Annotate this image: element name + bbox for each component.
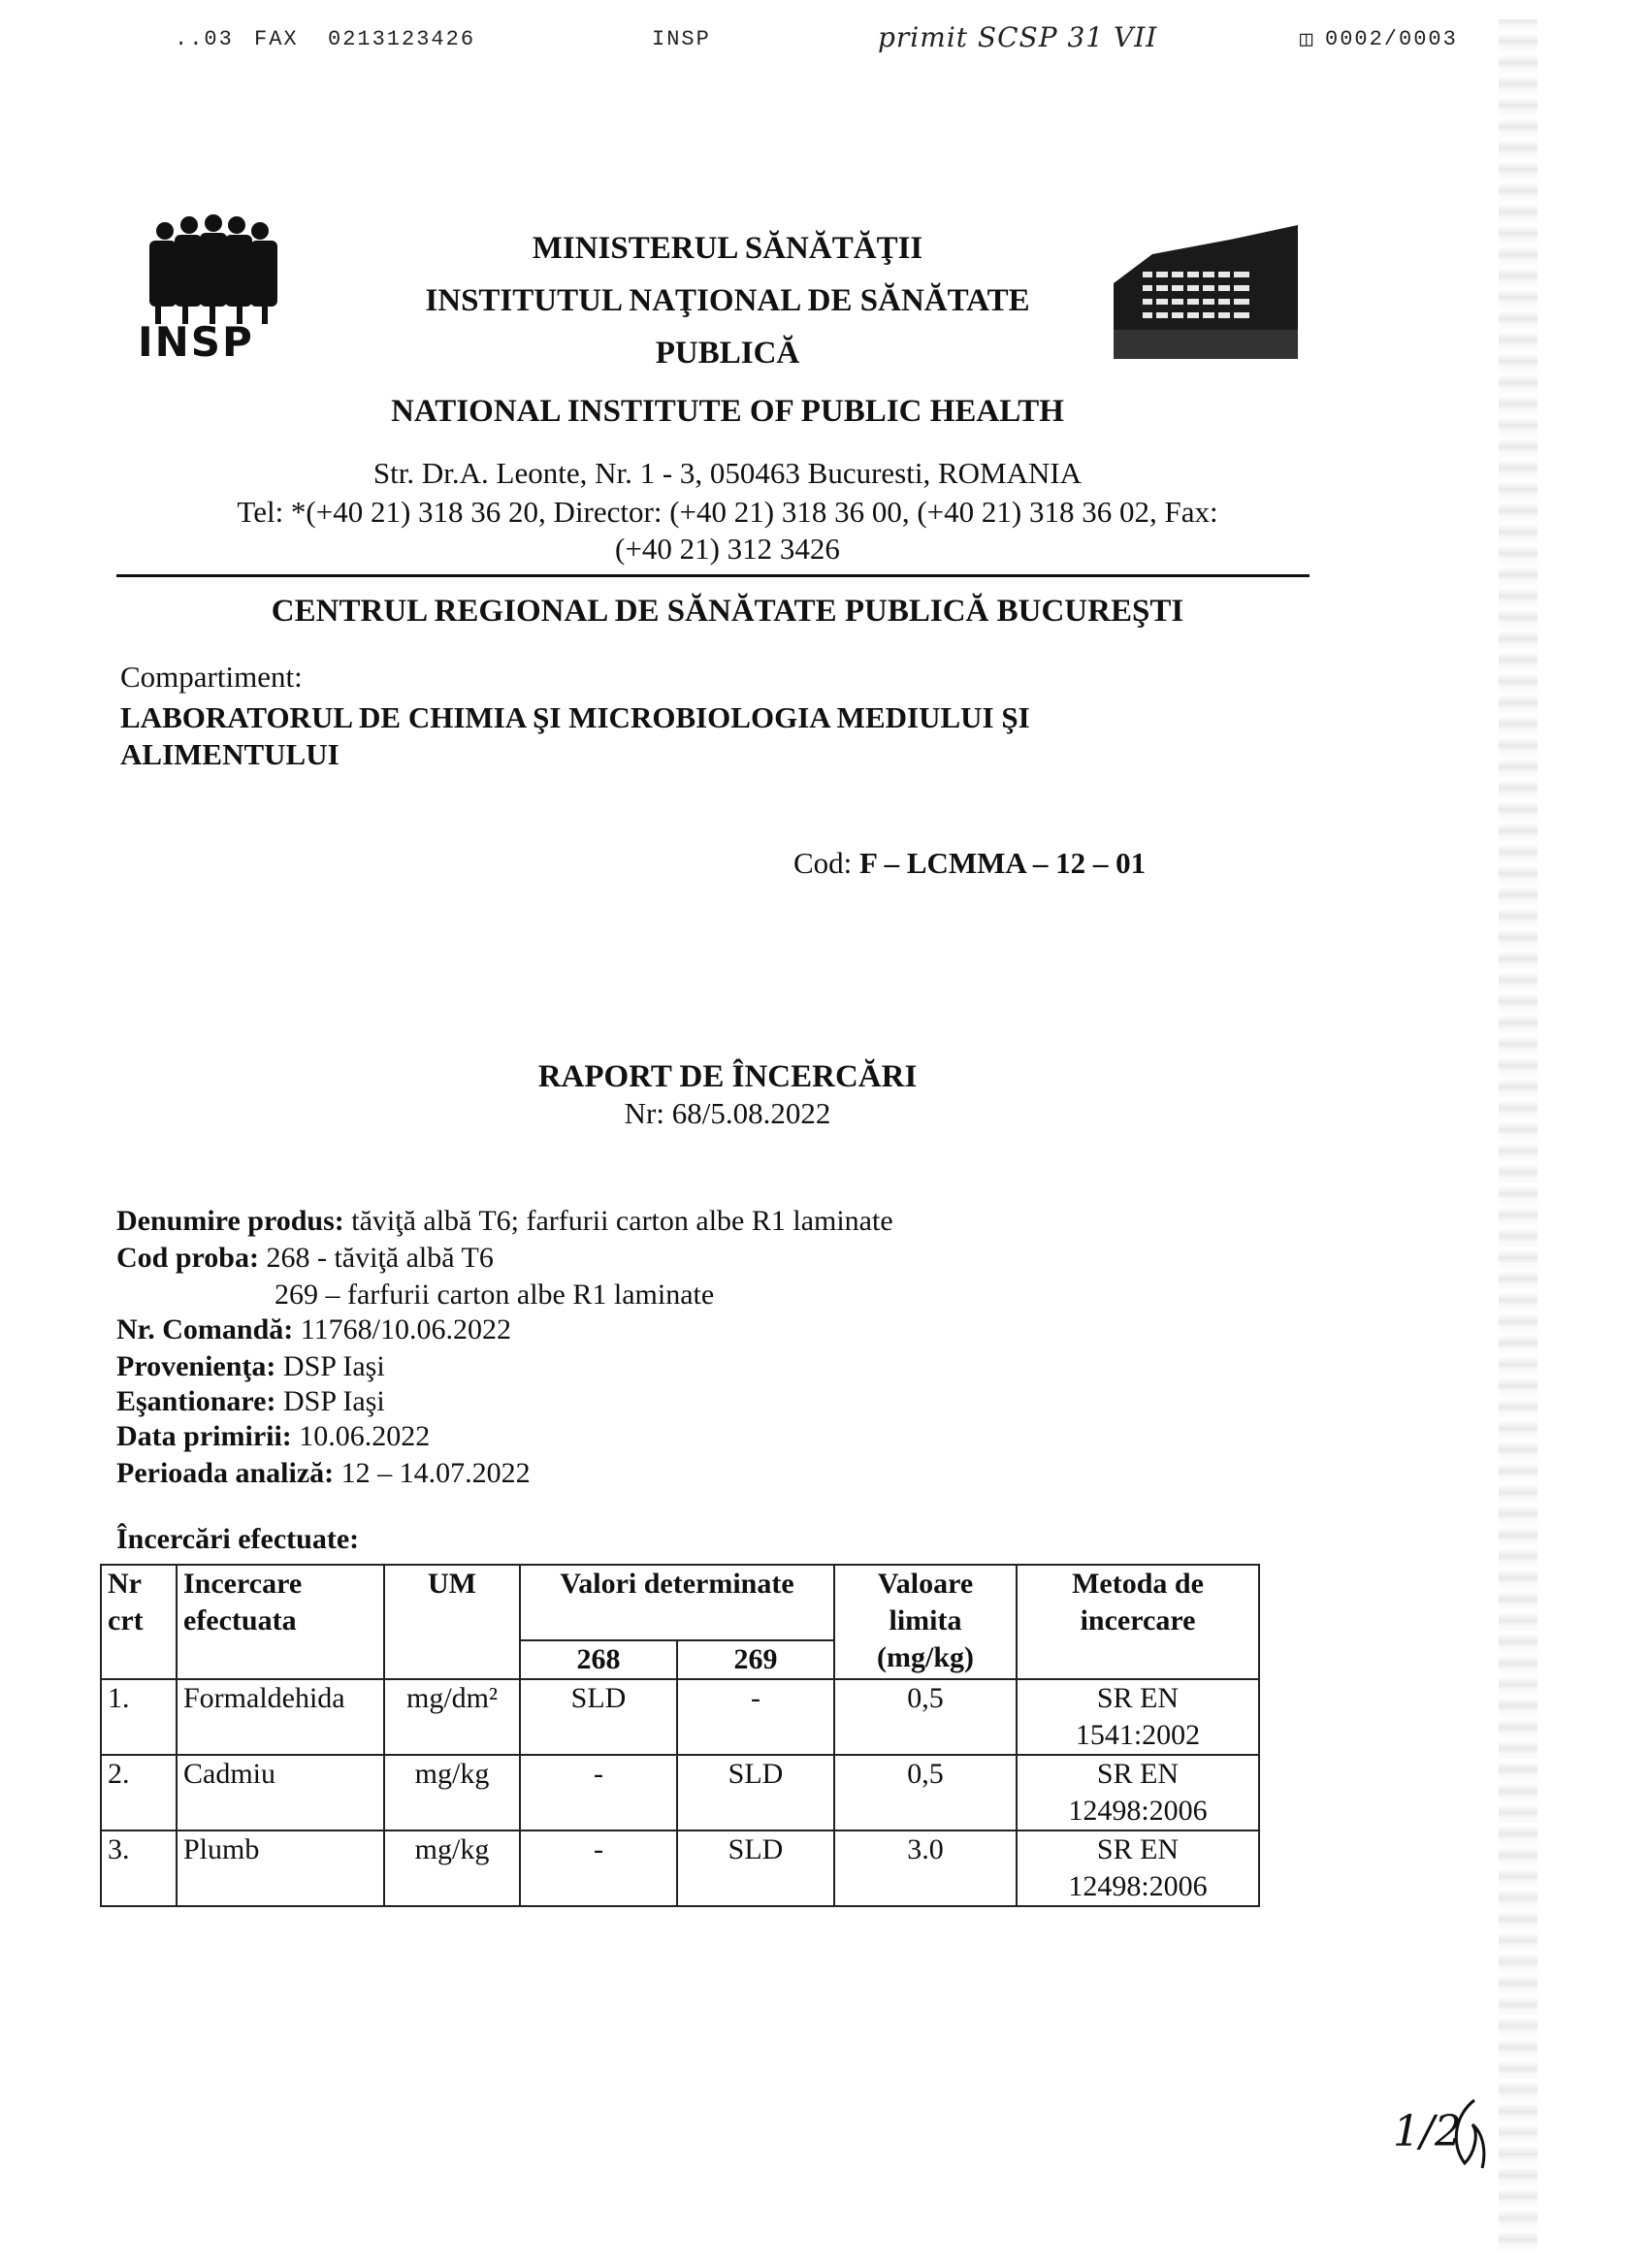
handwritten-page-note: 1/2 — [1393, 2107, 1462, 2156]
header-method — [1017, 1565, 1259, 1679]
insp-logo-text: INSP — [138, 318, 254, 366]
institute-phones: Tel: *(+40 21) 318 36 20, Director: (+40 21) 318 36 00, (+40 21) 318 36 02, Fax: — [237, 495, 1218, 529]
sample-code-value1: 268 - tăviţă albă T6 — [266, 1242, 494, 1274]
row-method-line2: 12498:2006 — [1068, 1870, 1208, 1902]
table-header-row — [101, 1565, 1259, 1640]
department-name-line2: ALIMENTULUI — [120, 737, 340, 771]
row-value-268: - — [520, 1755, 677, 1831]
header-limit-line1: Valoare — [877, 1568, 974, 1600]
row-method — [1017, 1831, 1259, 1906]
ministry-heading: MINISTERUL SĂNĂTĂŢII — [532, 231, 923, 266]
handwritten-receipt-note: primit SCSP 31 VII — [878, 21, 1158, 53]
report-number: Nr: 68/5.08.2022 — [624, 1096, 831, 1130]
scan-edge-noise — [1499, 19, 1537, 2251]
header-sample-268: 268 — [520, 1640, 677, 1679]
row-method-line2: 12498:2006 — [1068, 1795, 1208, 1827]
fax-label: FAX — [254, 27, 299, 51]
header-divider — [116, 574, 1310, 577]
document-code — [793, 846, 1146, 881]
table-row — [101, 1679, 1259, 1755]
row-nr: 2. — [101, 1755, 177, 1831]
header-limit — [834, 1565, 1017, 1679]
row-nr: 3. — [101, 1831, 177, 1906]
table-row — [101, 1755, 1259, 1831]
order-label: Nr. Comandă: — [116, 1313, 294, 1345]
row-value-268: - — [520, 1831, 677, 1906]
header-nr-line1: Nr — [108, 1568, 142, 1600]
product-name-row — [116, 1205, 893, 1238]
sample-code-label: Cod proba: — [116, 1242, 259, 1274]
row-value-269: - — [677, 1679, 834, 1755]
fax-sender: INSP — [652, 27, 711, 51]
header-test — [177, 1565, 384, 1679]
tests-table — [100, 1564, 1260, 1907]
tests-title: Încercări efectuate: — [116, 1523, 360, 1555]
period-label: Perioada analiză: — [116, 1457, 335, 1489]
institute-heading-line2: PUBLICĂ — [655, 336, 800, 371]
document-code-label: Cod: — [793, 846, 853, 880]
product-name-value: tăviţă albă T6; farfurii carton albe R1 laminate — [351, 1205, 893, 1237]
row-method-line1: SR EN — [1096, 1833, 1180, 1865]
period-row — [116, 1457, 531, 1490]
origin-row — [116, 1350, 385, 1383]
row-limit: 0,5 — [834, 1755, 1017, 1831]
institute-address: Str. Dr.A. Leonte, Nr. 1 - 3, 050463 Bucuresti, ROMANIA — [372, 456, 1083, 490]
row-value-269: SLD — [677, 1831, 834, 1906]
row-um: mg/kg — [384, 1831, 520, 1906]
institute-heading-en: NATIONAL INSTITUTE OF PUBLIC HEALTH — [391, 394, 1064, 429]
row-test: Cadmiu — [177, 1755, 384, 1831]
sampling-row — [116, 1385, 385, 1418]
row-method-line1: SR EN — [1096, 1758, 1180, 1790]
row-method — [1017, 1755, 1259, 1831]
row-um: mg/dm² — [384, 1679, 520, 1755]
row-value-269: SLD — [677, 1755, 834, 1831]
institute-heading-line1: INSTITUTUL NAŢIONAL DE SĂNĂTATE — [425, 283, 1030, 318]
row-nr: 1. — [101, 1679, 177, 1755]
row-method-line1: SR EN — [1096, 1682, 1180, 1714]
regional-center-heading: CENTRUL REGIONAL DE SĂNĂTATE PUBLICĂ BUCUREŞTI — [271, 594, 1184, 629]
department-name-line1: LABORATORUL DE CHIMIA ŞI MICROBIOLOGIA MEDIULUI ŞI — [120, 700, 1030, 734]
header-nr-line2: crt — [108, 1604, 144, 1636]
order-row — [116, 1313, 511, 1346]
fax-header — [0, 21, 1649, 66]
row-test: Plumb — [177, 1831, 384, 1906]
product-name-label: Denumire produs: — [116, 1205, 344, 1237]
sample-code-row — [116, 1242, 494, 1275]
origin-value: DSP Iaşi — [282, 1350, 385, 1382]
header-um: UM — [384, 1565, 520, 1679]
header-method-line1: Metoda de — [1072, 1568, 1204, 1600]
fax-page-count: 0002/0003 — [1325, 27, 1458, 51]
received-value: 10.06.2022 — [299, 1420, 431, 1452]
fax-number: 0213123426 — [328, 27, 476, 51]
row-method — [1017, 1679, 1259, 1755]
row-method-line2: 1541:2002 — [1075, 1719, 1201, 1751]
document-code-value: F – LCMMA – 12 – 01 — [859, 846, 1147, 880]
row-um: mg/kg — [384, 1755, 520, 1831]
origin-label: Provenienţa: — [116, 1350, 276, 1382]
received-label: Data primirii: — [116, 1420, 292, 1452]
header-sample-269: 269 — [677, 1640, 834, 1679]
sample-code-value2: 269 – farfurii carton albe R1 laminate — [275, 1279, 715, 1311]
report-title: RAPORT DE ÎNCERCĂRI — [537, 1059, 918, 1094]
institute-fax: (+40 21) 312 3426 — [615, 532, 840, 566]
sampling-value: DSP Iaşi — [282, 1385, 385, 1417]
order-value: 11768/10.06.2022 — [300, 1313, 511, 1345]
header-test-line1: Incercare — [183, 1568, 303, 1600]
header-values: Valori determinate — [520, 1565, 834, 1640]
row-test: Formaldehida — [177, 1679, 384, 1755]
signature-icon — [1445, 2095, 1494, 2173]
sampling-label: Eşantionare: — [116, 1385, 276, 1417]
header-test-line2: efectuata — [183, 1604, 297, 1636]
fax-page-count-icon: ◫ — [1300, 28, 1315, 52]
header-method-line2: incercare — [1080, 1604, 1196, 1636]
period-value: 12 – 14.07.2022 — [340, 1457, 531, 1489]
row-limit: 0,5 — [834, 1679, 1017, 1755]
table-row — [101, 1831, 1259, 1906]
header-limit-line2: limita — [889, 1604, 962, 1636]
received-row — [116, 1420, 430, 1453]
department-label: Compartiment: — [120, 660, 303, 694]
header-nr — [101, 1565, 177, 1679]
header-limit-line3: (mg/kg) — [877, 1641, 974, 1673]
row-limit: 3.0 — [834, 1831, 1017, 1906]
fax-page-marker: ..03 — [175, 27, 234, 51]
row-value-268: SLD — [520, 1679, 677, 1755]
